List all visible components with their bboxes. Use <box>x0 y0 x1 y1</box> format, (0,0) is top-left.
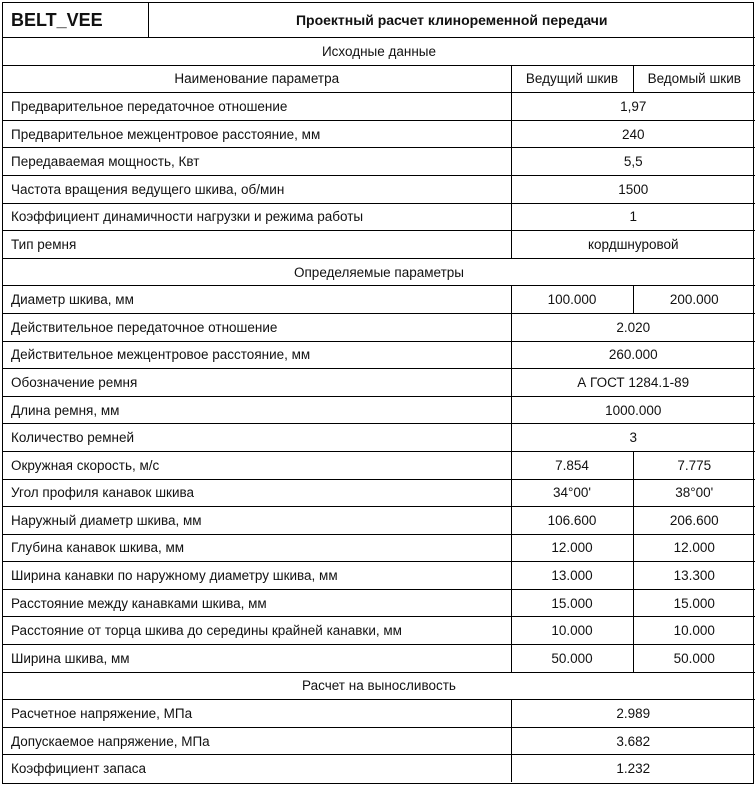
driver-value: 7.854 <box>511 451 633 479</box>
parameter-name: Угол профиля канавок шкива <box>3 479 511 507</box>
driver-value: 100.000 <box>511 286 633 314</box>
table-row <box>3 755 755 782</box>
table-row <box>3 120 755 148</box>
parameter-name: Тип ремня <box>3 231 511 259</box>
table-row <box>3 175 755 203</box>
parameter-value: 1.232 <box>511 755 755 782</box>
driven-value: 200.000 <box>633 286 755 314</box>
driven-value: 13.300 <box>633 562 755 590</box>
parameter-name: Наружный диаметр шкива, мм <box>3 507 511 535</box>
parameter-value: 1500 <box>511 175 755 203</box>
parameter-value: А ГОСТ 1284.1-89 <box>511 369 755 397</box>
column-driver-header: Ведущий шкив <box>511 65 633 93</box>
parameter-name: Окружная скорость, м/с <box>3 451 511 479</box>
driven-value: 7.775 <box>633 451 755 479</box>
parameter-name: Допускаемое напряжение, МПа <box>3 727 511 755</box>
calculation-sheet <box>2 2 754 784</box>
section-endurance-label: Расчет на выносливость <box>3 672 755 700</box>
table-row <box>3 534 755 562</box>
parameter-value: 1 <box>511 203 755 231</box>
parameter-value: 5,5 <box>511 148 755 176</box>
column-driven-header: Ведомый шкив <box>633 65 755 93</box>
parameter-name: Действительное межцентровое расстояние, мм <box>3 341 511 369</box>
table-row <box>3 451 755 479</box>
parameter-name: Действительное передаточное отношение <box>3 313 511 341</box>
table-row <box>3 231 755 259</box>
table-row <box>3 396 755 424</box>
parameter-name: Коэффициент динамичности нагрузки и режима работы <box>3 203 511 231</box>
driver-value: 15.000 <box>511 589 633 617</box>
table-row <box>3 700 755 728</box>
table-row <box>3 562 755 590</box>
table-row <box>3 148 755 176</box>
parameter-value: 2.020 <box>511 313 755 341</box>
table-row <box>3 286 755 314</box>
table-row <box>3 727 755 755</box>
calculation-table <box>3 3 755 782</box>
parameter-name: Предварительное межцентровое расстояние, мм <box>3 120 511 148</box>
parameter-value: 260.000 <box>511 341 755 369</box>
driver-value: 13.000 <box>511 562 633 590</box>
driver-value: 50.000 <box>511 645 633 673</box>
parameter-value: 3 <box>511 424 755 452</box>
parameter-name: Обозначение ремня <box>3 369 511 397</box>
driver-value: 34°00' <box>511 479 633 507</box>
table-row <box>3 617 755 645</box>
driver-value: 10.000 <box>511 617 633 645</box>
parameter-name: Количество ремней <box>3 424 511 452</box>
parameter-name: Коэффициент запаса <box>3 755 511 782</box>
table-row <box>3 313 755 341</box>
table-row <box>3 424 755 452</box>
table-row <box>3 645 755 673</box>
parameter-value: 1,97 <box>511 93 755 121</box>
parameter-name: Передаваемая мощность, Квт <box>3 148 511 176</box>
parameter-name: Ширина канавки по наружному диаметру шкива, мм <box>3 562 511 590</box>
table-row <box>3 203 755 231</box>
parameter-name: Расчетное напряжение, МПа <box>3 700 511 728</box>
table-row <box>3 93 755 121</box>
parameter-name: Предварительное передаточное отношение <box>3 93 511 121</box>
column-header-row <box>3 65 755 93</box>
driven-value: 206.600 <box>633 507 755 535</box>
module-code: BELT_VEE <box>3 3 148 38</box>
parameter-value: 2.989 <box>511 700 755 728</box>
driven-value: 38°00' <box>633 479 755 507</box>
driven-value: 15.000 <box>633 589 755 617</box>
section-header-determined <box>3 258 755 286</box>
parameter-name: Длина ремня, мм <box>3 396 511 424</box>
parameter-value: 240 <box>511 120 755 148</box>
sheet-title: Проектный расчет клиноременной передачи <box>148 3 755 38</box>
driver-value: 12.000 <box>511 534 633 562</box>
driven-value: 50.000 <box>633 645 755 673</box>
section-header-input <box>3 38 755 66</box>
parameter-name: Расстояние от торца шкива до середины крайней канавки, мм <box>3 617 511 645</box>
section-input-label: Исходные данные <box>3 38 755 66</box>
parameter-name: Ширина шкива, мм <box>3 645 511 673</box>
parameter-value: 1000.000 <box>511 396 755 424</box>
title-row <box>3 3 755 38</box>
table-row <box>3 589 755 617</box>
column-name-header: Наименование параметра <box>3 65 511 93</box>
driven-value: 12.000 <box>633 534 755 562</box>
parameter-name: Диаметр шкива, мм <box>3 286 511 314</box>
driver-value: 106.600 <box>511 507 633 535</box>
table-row <box>3 341 755 369</box>
parameter-name: Глубина канавок шкива, мм <box>3 534 511 562</box>
section-determined-label: Определяемые параметры <box>3 258 755 286</box>
parameter-name: Частота вращения ведущего шкива, об/мин <box>3 175 511 203</box>
section-header-endurance <box>3 672 755 700</box>
table-row <box>3 479 755 507</box>
driven-value: 10.000 <box>633 617 755 645</box>
table-row <box>3 507 755 535</box>
table-row <box>3 369 755 397</box>
parameter-value: 3.682 <box>511 727 755 755</box>
parameter-name: Расстояние между канавками шкива, мм <box>3 589 511 617</box>
parameter-value: кордшнуровой <box>511 231 755 259</box>
